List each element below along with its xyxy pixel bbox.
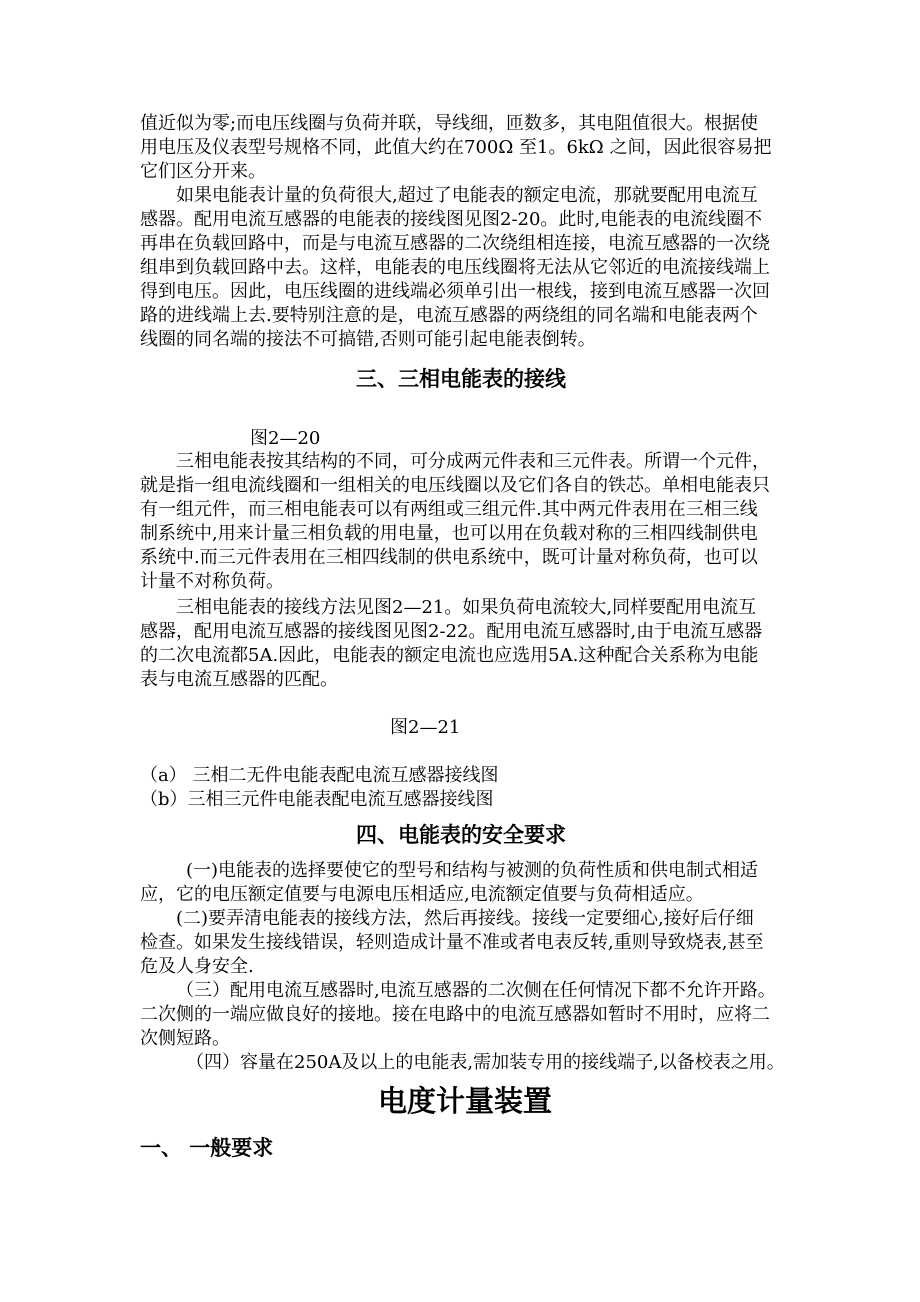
text-line: 检查。如果发生接线错误，轻则造成计量不准或者电表反转,重则导致烧表,甚至	[140, 932, 764, 953]
text-line: 危及人身安全.	[140, 956, 254, 977]
text-line: 应，它的电压额定值要与电源电压相适应,电流额定值要与负荷相适应。	[140, 884, 704, 905]
figure-caption-2-21: 图2—21	[390, 717, 461, 738]
text-line: 计量不对称负荷。	[140, 571, 284, 592]
text-line: （四）容量在250A及以上的电能表,需加装专用的接线端子,以备校表之用。	[186, 1052, 785, 1073]
text-line: 它们区分开来。	[140, 161, 266, 182]
text-line: 三相电能表按其结构的不同，可分成两元件表和三元件表。所谓一个元件，	[176, 451, 770, 472]
text-line: (一)电能表的选择要使它的型号和结构与被测的负荷性质和供电制式相适	[186, 860, 759, 881]
text-line: 线圈的同名端的接法不可搞错,否则可能引起电能表倒转。	[140, 329, 596, 350]
section-heading-three-phase-wiring: 三、三相电能表的接线	[356, 367, 566, 391]
text-line: 二次侧的一端应做良好的接地。接在电路中的电流互感器如暂时不用时，应将二	[140, 1004, 770, 1025]
chapter-title: 电度计量装置	[378, 1084, 553, 1118]
text-line: 再串在负载回路中，而是与电流互感器的二次绕组相连接，电流互感器的一次绕	[140, 233, 770, 254]
text-line: 系统中.而三元件表用在三相四线制的供电系统中，既可计量对称负荷，也可以	[140, 547, 758, 568]
text-line: (二)要弄清电能表的接线方法，然后再接线。接线一定要细心,接好后仔细	[176, 908, 754, 929]
text-line: 路的进线端上去.要特别注意的是，电流互感器的两绕组的同名端和电能表两个	[140, 305, 758, 326]
text-line: 感器。配用电流互感器的电能表的接线图见图2-20。此时,电能表的电流线圈不	[140, 209, 763, 230]
figure-caption-2-20: 图2—20	[250, 428, 321, 449]
section-heading-safety-requirements: 四、电能表的安全要求	[356, 823, 566, 847]
text-line: 制系统中,用来计量三相负载的用电量，也可以用在负载对称的三相四线制供电	[140, 523, 758, 544]
text-line: 表与电流互感器的匹配。	[140, 669, 338, 690]
text-line: 值近似为零;而电压线圈与负荷并联，导线细，匝数多，其电阻值很大。根据使	[140, 113, 759, 134]
subfigure-caption-a: （a） 三相二无件电能表配电流互感器接线图	[140, 765, 499, 786]
text-line: 得到电压。因此，电压线圈的进线端必须单引出一根线，接到电流互感器一次回	[140, 281, 770, 302]
text-line: 有一组元件，而三相电能表可以有两组或三组元件.其中两元件表用在三相三线	[140, 499, 758, 520]
text-line: （三）配用电流互感器时,电流互感器的二次侧在任何情况下都不允许开路。	[176, 980, 776, 1001]
subfigure-caption-b: （b）三相三元件电能表配电流互感器接线图	[140, 789, 494, 810]
text-line: 就是指一组电流线圈和一组相关的电压线圈以及它们各自的铁芯。单相电能表只	[140, 475, 770, 496]
text-line: 三相电能表的接线方法见图2—21。如果负荷电流较大,同样要配用电流互	[176, 597, 757, 618]
text-line: 次侧短路。	[140, 1028, 230, 1049]
text-line: 用电压及仪表型号规格不同，此值大约在700Ω 至1。6kΩ 之间，因此很容易把	[140, 137, 772, 158]
text-line: 组串到负载回路中去。这样，电能表的电压线圈将无法从它邻近的电流接线端上	[140, 257, 770, 278]
text-line: 感器，配用电流互感器的接线图见图2-22。配用电流互感器时,由于电流互感器	[140, 621, 763, 642]
text-line: 如果电能表计量的负荷很大,超过了电能表的额定电流，那就要配用电流互	[176, 185, 758, 206]
text-line: 的二次电流都5A.因此，电能表的额定电流也应选用5A.这种配合关系称为电能	[140, 645, 759, 666]
section-heading-general-requirements: 一、 一般要求	[140, 1136, 274, 1160]
